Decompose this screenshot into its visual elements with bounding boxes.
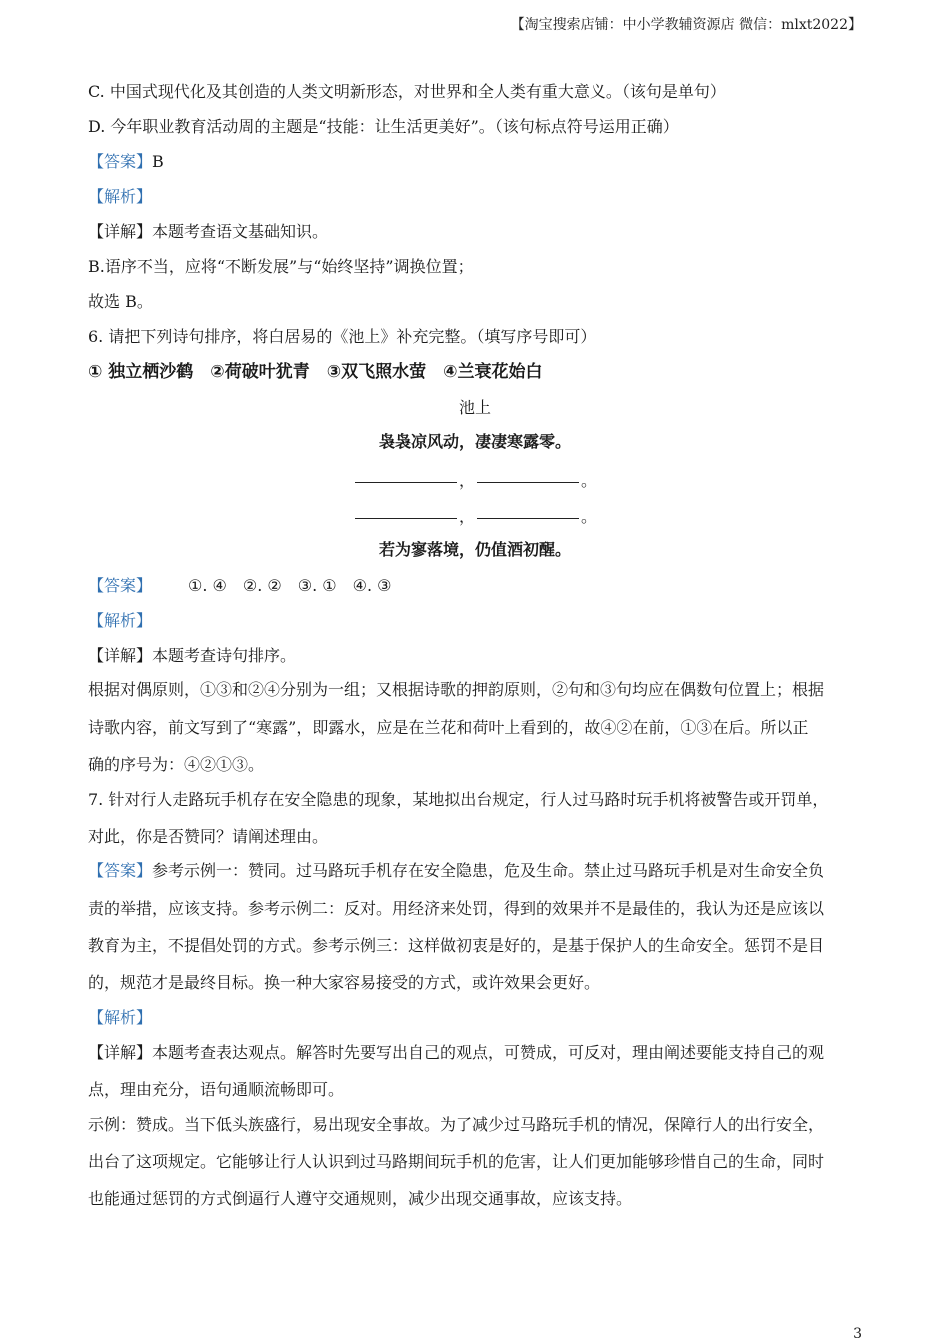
detail-tag: 【详解】 (88, 646, 153, 665)
answer-tag: 【答案】 (88, 576, 153, 595)
blank-3 (355, 517, 457, 519)
poem-line-2-blanks (0, 471, 950, 491)
answer-7-line-1 (88, 861, 863, 881)
comma: ， (458, 471, 475, 490)
question-6: 6. 请把下列诗句排序，将白居易的《池上》补充完整。（填写序号即可） (88, 327, 597, 346)
blank-2 (477, 481, 579, 483)
detail-tag: 【详解】 (88, 1043, 153, 1062)
answer-value: B (152, 152, 164, 171)
option-d: D. 今年职业教育活动周的主题是“技能：让生活更美好”。（该句标点符号运用正确） (88, 117, 679, 136)
detail-5-choice: 故选 B。 (88, 292, 153, 311)
blank-1 (355, 481, 457, 483)
detail-6-para-3: 确的序号为：④②①③。 (88, 755, 265, 774)
question-7-line-1: 7. 针对行人走路玩手机存在安全隐患的现象，某地拟出台规定，行人过马路时玩手机将被警告或开罚单， (88, 790, 829, 809)
answer-tag: 【答案】 (88, 861, 153, 880)
detail-text: 本题考查语文基础知识。 (152, 222, 329, 241)
analysis-tag-6: 【解析】 (88, 611, 153, 630)
answer-text: 参考示例一：赞同。过马路玩手机存在安全隐患，危及生命。禁止过马路玩手机是对生命安全负 (152, 861, 825, 880)
poem-title: 池上 (458, 398, 491, 417)
detail-6-para-1: 根据对偶原则，①③和②④分别为一组；又根据诗歌的押韵原则，②句和③句均应在偶数句位置上；根据 (88, 680, 825, 699)
poem-line-1: 袅袅凉风动，凄凄寒露零。 (378, 432, 571, 451)
blank-4 (477, 517, 579, 519)
comma: ， (458, 507, 475, 526)
example-7-line-1: 示例：赞成。当下低头族盛行，易出现安全事故。为了减少过马路玩手机的情况，保障行人的出行安全， (88, 1115, 825, 1134)
analysis-tag-5: 【解析】 (88, 187, 153, 206)
period: 。 (581, 507, 598, 526)
poem-line-4: 若为寥落境，仍值酒初醒。 (378, 540, 571, 559)
period: 。 (581, 471, 598, 490)
answer-value: ①. ④ ②. ② ③. ① ④. ③ (188, 576, 392, 595)
answer-7-line-2: 责的举措，应该支持。参考示例二：反对。用经济来处罚，得到的效果并不是最佳的，我认为还是应该以 (88, 899, 825, 918)
detail-6-para-2: 诗歌内容，前文写到了“寒露”，即露水，应是在兰花和荷叶上看到的，故④②在前，①③在后。所以正 (88, 718, 809, 737)
detail-7-line-2: 点，理由充分，语句通顺流畅即可。 (88, 1080, 345, 1099)
page-header: 【淘宝搜索店铺：中小学教辅资源店 微信：mlxt2022】 (510, 17, 862, 33)
answer-7-line-3: 教育为主，不提倡处罚的方式。参考示例三：这样做初衷是好的，是基于保护人的生命安全。惩罚不是目 (88, 936, 825, 955)
detail-6 (88, 646, 863, 666)
detail-5 (88, 222, 863, 242)
example-7-line-2: 出台了这项规定。它能够让行人认识到过马路期间玩手机的危害，让人们更加能够珍惜自己的生命，同时 (88, 1152, 825, 1171)
answer-7-line-4: 的，规范才是最终目标。换一种大家容易接受的方式，或许效果会更好。 (88, 973, 601, 992)
detail-5-note: B.语序不当，应将“不断发展”与“始终坚持”调换位置； (88, 257, 474, 276)
detail-tag: 【详解】 (88, 222, 153, 241)
detail-7-line-1 (88, 1043, 863, 1063)
option-c: C. 中国式现代化及其创造的人类文明新形态，对世界和全人类有重大意义。（该句是单句） (88, 82, 726, 101)
question-7-line-2: 对此，你是否赞同？请阐述理由。 (88, 827, 329, 846)
analysis-tag-7: 【解析】 (88, 1008, 153, 1027)
detail-text: 本题考查表达观点。解答时先要写出自己的观点，可赞成，可反对，理由阐述要能支持自己的观 (152, 1043, 825, 1062)
poem-line-3-blanks (0, 507, 950, 527)
detail-text: 本题考查诗句排序。 (152, 646, 297, 665)
question-6-options: ① 独立栖沙鹤 ②荷破叶犹青 ③双飞照水萤 ④兰衰花始白 (88, 362, 543, 382)
answer-tag: 【答案】 (88, 152, 153, 171)
answer-6 (88, 576, 863, 596)
page-number: 3 (853, 1326, 862, 1342)
example-7-line-3: 也能通过惩罚的方式倒逼行人遵守交通规则，减少出现交通事故，应该支持。 (88, 1189, 633, 1208)
answer-5 (88, 152, 863, 172)
